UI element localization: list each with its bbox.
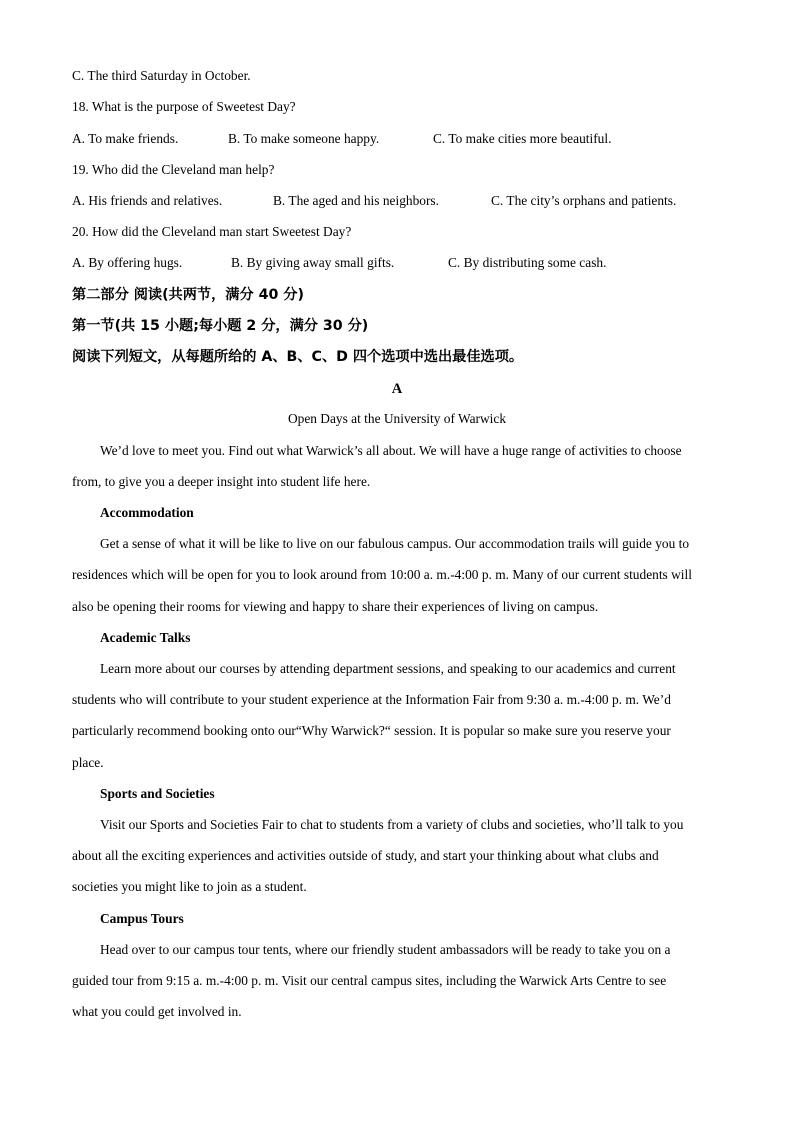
q20-stem: 20. How did the Cleveland man start Sweetest Day? — [72, 224, 352, 239]
q19-option-c: C. The city’s orphans and patients. — [491, 193, 677, 208]
academic-talks-line-3: particularly recommend booking onto our“Why Warwick?“ session. It is popular so make sure you reserve your — [72, 723, 671, 738]
passage-letter: A — [391, 381, 403, 397]
q20-option-c: C. By distributing some cash. — [448, 255, 607, 270]
q19-option-a: A. His friends and relatives. — [72, 193, 223, 208]
intro-line-2: from, to give you a deeper insight into student life here. — [72, 474, 371, 489]
section-one-title: 第一节(共 15 小题;每小题 2 分，满分 30 分) — [72, 318, 369, 334]
part-two-title: 第二部分 阅读(共两节，满分 40 分) — [72, 287, 304, 303]
q19-option-b: B. The aged and his neighbors. — [273, 193, 439, 208]
q20-option-a: A. By offering hugs. — [72, 255, 183, 270]
q18-stem: 18. What is the purpose of Sweetest Day? — [72, 99, 296, 114]
campus-tours-line-1: Head over to our campus tour tents, where our friendly student ambassadors will be ready to take you on a — [100, 942, 671, 957]
academic-talks-line-2: students who will contribute to your student experience at the Information Fair from 9:30 a. m.-4:00 p. m. We’d — [72, 692, 671, 707]
passage-title: Open Days at the University of Warwick — [287, 411, 507, 426]
academic-talks-heading: Academic Talks — [100, 630, 191, 645]
reading-instruction: 阅读下列短文，从每题所给的 A、B、C、D 四个选项中选出最佳选项。 — [72, 349, 524, 365]
q18-option-a: A. To make friends. — [72, 131, 179, 146]
campus-tours-line-3: what you could get involved in. — [72, 1004, 242, 1019]
accommodation-line-1: Get a sense of what it will be like to live on our fabulous campus. Our accommodation trails will guide you to — [100, 536, 690, 551]
sports-societies-line-2: about all the exciting experiences and activities outside of study, and start your thinking about what clubs and — [72, 848, 659, 863]
q18-option-c: C. To make cities more beautiful. — [433, 131, 612, 146]
q20-option-b: B. By giving away small gifts. — [231, 255, 395, 270]
campus-tours-heading: Campus Tours — [100, 911, 184, 926]
accommodation-line-2: residences which will be open for you to look around from 10:00 a. m.-4:00 p. m. Many of our current students will — [72, 567, 692, 582]
q18-option-b: B. To make someone happy. — [228, 131, 380, 146]
intro-line-1: We’d love to meet you. Find out what Warwick’s all about. We will have a huge range of activities to choose — [100, 443, 682, 458]
sports-societies-line-3: societies you might like to join as a student. — [72, 879, 307, 894]
campus-tours-line-2: guided tour from 9:15 a. m.-4:00 p. m. Visit our central campus sites, including the Warwick Arts Centre to see — [72, 973, 667, 988]
academic-talks-line-4: place. — [72, 755, 104, 770]
academic-talks-line-1: Learn more about our courses by attending department sessions, and speaking to our academics and current — [100, 661, 676, 676]
sports-societies-heading: Sports and Societies — [100, 786, 215, 801]
q17-option-c: C. The third Saturday in October. — [72, 68, 251, 83]
accommodation-line-3: also be opening their rooms for viewing and happy to share their experiences of living on campus. — [72, 599, 599, 614]
accommodation-heading: Accommodation — [100, 505, 194, 520]
sports-societies-line-1: Visit our Sports and Societies Fair to chat to students from a variety of clubs and societies, who’ll talk to you — [100, 817, 684, 832]
q19-stem: 19. Who did the Cleveland man help? — [72, 162, 275, 177]
